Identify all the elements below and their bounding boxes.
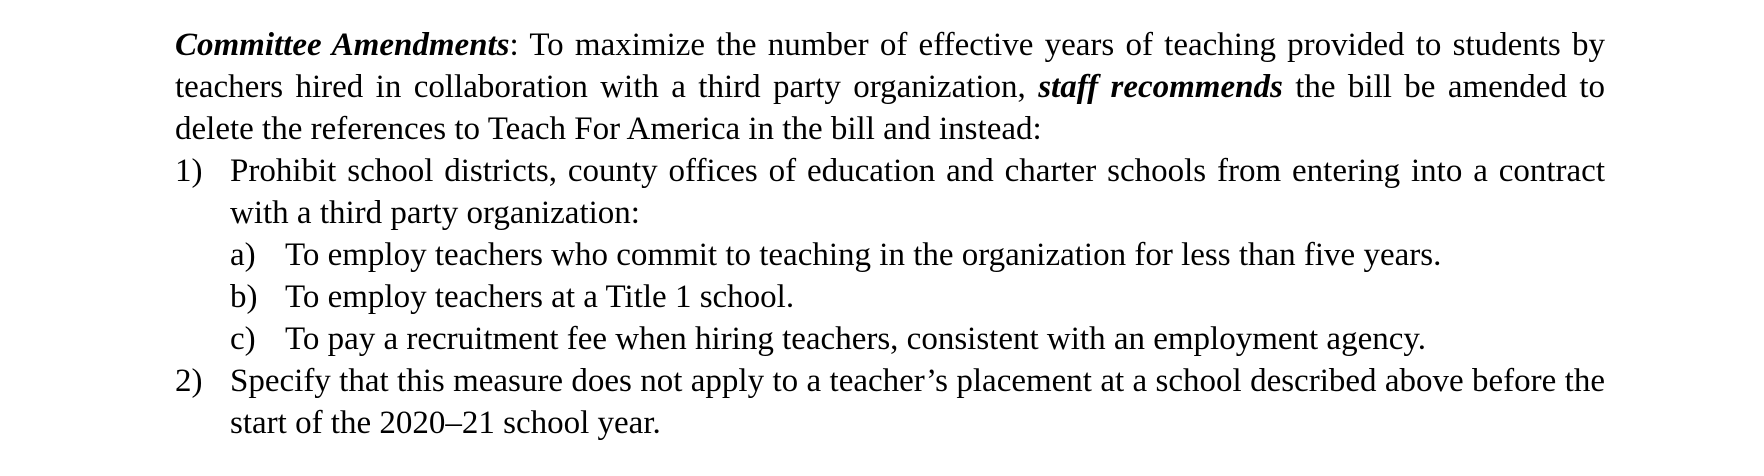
document-body (175, 24, 1605, 444)
sub-list-marker: a) (230, 237, 256, 273)
list-marker: 2) (175, 363, 203, 399)
intro-text-before: To maximize the number of effective years of teaching provided to students by teachers hired in collaboration with a third party organization, (175, 27, 1606, 105)
list-item-text: Prohibit school districts, county offices of education and charter schools from entering into a contract with a third party organization: (230, 153, 1605, 231)
sub-list (230, 234, 1605, 360)
sub-list-marker: b) (230, 279, 258, 315)
list-marker: 1) (175, 153, 203, 189)
sub-list-marker: c) (230, 321, 256, 357)
emphasis-text: staff recommends (1038, 69, 1283, 105)
intro-paragraph (175, 24, 1605, 150)
section-heading: Committee Amendments (175, 27, 510, 63)
sub-list-item (230, 276, 1605, 318)
list-item (175, 360, 1605, 444)
sub-list-item (230, 318, 1605, 360)
sub-list-item (230, 234, 1605, 276)
heading-colon: : (509, 27, 530, 63)
sub-list-item-text: To employ teachers who commit to teaching in the organization for less than five years. (285, 237, 1442, 273)
list-item (175, 150, 1605, 360)
sub-list-item-text: To employ teachers at a Title 1 school. (285, 279, 795, 315)
intro-text-after: the bill be amended to delete the references to Teach For America in the bill and instead: (175, 69, 1606, 147)
sub-list-item-text: To pay a recruitment fee when hiring teachers, consistent with an employment agency. (285, 321, 1426, 357)
list-item-text: Specify that this measure does not apply to a teacher’s placement at a school described above before the start of the 2020–21 school year. (230, 363, 1605, 441)
amendment-list (175, 150, 1605, 444)
